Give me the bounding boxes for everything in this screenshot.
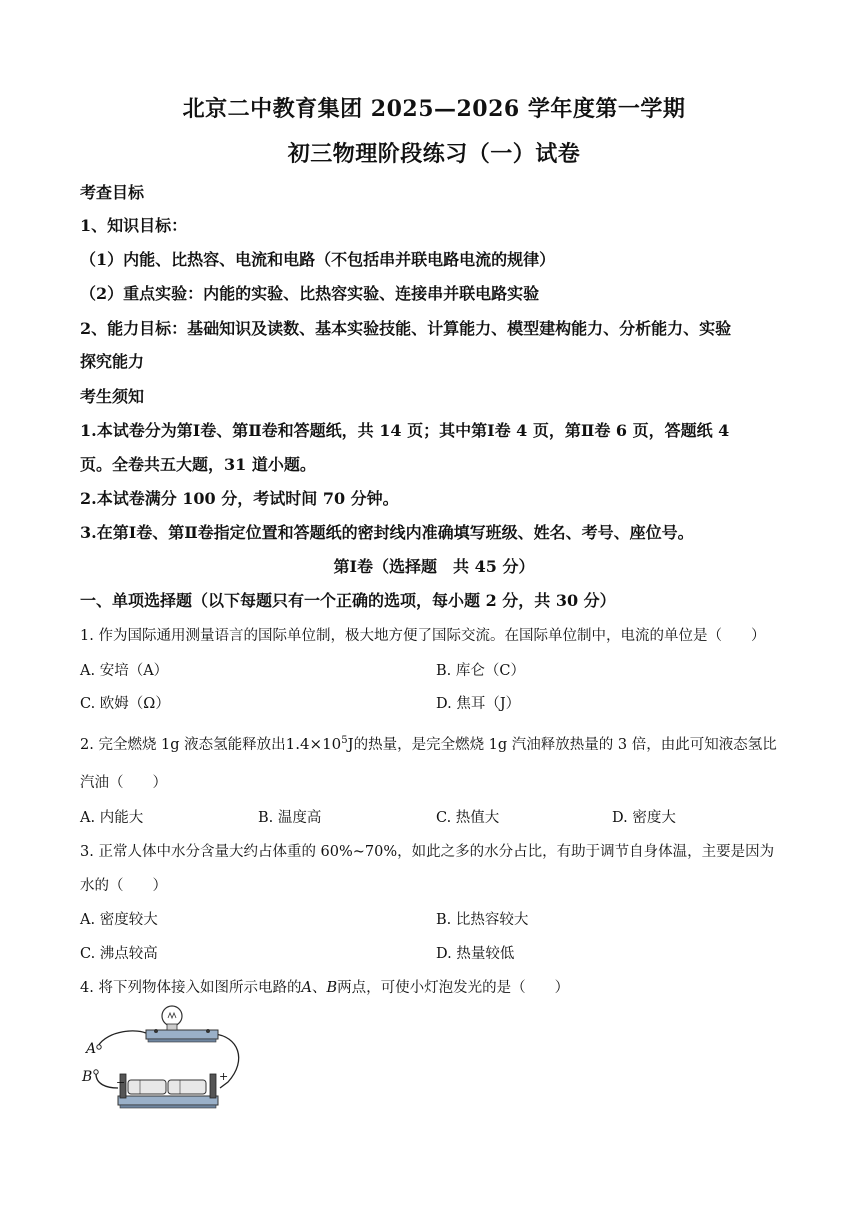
question-1-option-d[interactable]: D. 焦耳（J） xyxy=(436,696,521,712)
ability-line-2: 探究能力 xyxy=(80,352,145,371)
separator: 、 xyxy=(311,980,327,996)
question-1-option-a[interactable]: A. 安培（A） xyxy=(80,663,169,679)
question-2-option-d[interactable]: D. 密度大 xyxy=(612,810,676,826)
circuit-wire-left xyxy=(96,1074,118,1088)
battery-holder-base xyxy=(118,1096,218,1105)
exam-title: 北京二中教育集团 2025—2026 学年度第一学期 xyxy=(182,96,686,122)
question-2-option-c[interactable]: C. 热值大 xyxy=(436,810,500,826)
question-4-stem-post: 两点，可使小灯泡发光的是（ ） xyxy=(337,980,570,996)
question-2-option-b[interactable]: B. 温度高 xyxy=(258,810,322,826)
battery-minus-label: − xyxy=(116,1076,126,1089)
notice-item-1-line-1: 1.本试卷分为第Ⅰ卷、第Ⅱ卷和答题纸，共 14 页；其中第Ⅰ卷 4 页，第Ⅱ卷 6 页，答题纸 4 xyxy=(80,421,730,440)
question-4-stem xyxy=(80,976,569,997)
part-title: 一、单项选择题（以下每题只有一个正确的选项，每小题 2 分，共 30 分） xyxy=(80,591,616,610)
notice-item-1-line-2: 页。全卷共五大题，31 道小题。 xyxy=(80,455,316,474)
point-a-label: A xyxy=(301,980,312,996)
battery-cell-1 xyxy=(128,1080,166,1094)
question-2-stem xyxy=(80,733,777,754)
question-3-option-b[interactable]: B. 比热容较大 xyxy=(436,912,529,928)
question-2-stem-pre: 2. 完全燃烧 1g 液态氢能释放出 xyxy=(80,737,286,753)
knowledge-item-1: （1）内能、比热容、电流和电路（不包括串并联电路电流的规律） xyxy=(80,250,556,269)
volume-title: 第Ⅰ卷（选择题 共 45 分） xyxy=(333,557,535,576)
terminal-b-label: B xyxy=(82,1069,93,1085)
battery-cell-2 xyxy=(168,1080,206,1094)
heat-value-mantissa: 1.4×10 xyxy=(285,735,342,753)
exam-subtitle: 初三物理阶段练习（一）试卷 xyxy=(287,141,581,167)
battery-plus-label: + xyxy=(219,1070,229,1083)
notice-item-3: 3.在第Ⅰ卷、第Ⅱ卷指定位置和答题纸的密封线内准确填写班级、姓名、考号、座位号。 xyxy=(80,523,694,542)
terminal-a-label: A xyxy=(86,1041,97,1057)
knowledge-item-2: （2）重点实验：内能的实验、比热容实验、连接串并联电路实验 xyxy=(80,284,540,303)
notice-heading: 考生须知 xyxy=(80,387,145,406)
question-3-option-a[interactable]: A. 密度较大 xyxy=(80,912,158,928)
question-3-stem-line-2: 水的（ ） xyxy=(80,878,167,894)
question-1-stem: 1. 作为国际通用测量语言的国际单位制，极大地方便了国际交流。在国际单位制中，电流的单位是（ ） xyxy=(80,628,766,644)
question-1-option-c[interactable]: C. 欧姆（Ω） xyxy=(80,696,170,712)
point-b-label: B xyxy=(326,980,338,996)
ability-line-1: 2、能力目标：基础知识及读数、基本实验技能、计算能力、模型建构能力、分析能力、实验 xyxy=(80,319,732,338)
circuit-figure xyxy=(78,1000,248,1120)
question-3-option-c[interactable]: C. 沸点较高 xyxy=(80,946,158,962)
heat-value-exponent: 5 xyxy=(341,735,348,746)
notice-item-2: 2.本试卷满分 100 分，考试时间 70 分钟。 xyxy=(80,489,399,508)
knowledge-heading: 1、知识目标： xyxy=(80,216,188,235)
question-2-option-a[interactable]: A. 内能大 xyxy=(80,810,144,826)
bulb-icon xyxy=(162,1006,182,1026)
question-4-stem-pre: 4. 将下列物体接入如图所示电路的 xyxy=(80,980,302,996)
heat-value-unit: J xyxy=(347,735,354,753)
question-3-option-d[interactable]: D. 热量较低 xyxy=(436,946,515,962)
question-3-stem-line-1: 3. 正常人体中水分含量大约占体重的 60%~70%，如此之多的水分占比，有助于调节自身体温，主要是因为 xyxy=(80,844,775,860)
heat-value xyxy=(286,735,354,753)
question-2-stem-post: 的热量，是完全燃烧 1g 汽油释放热量的 3 倍，由此可知液态氢比 xyxy=(353,737,777,753)
objectives-heading: 考查目标 xyxy=(80,183,145,202)
question-2-stem-line-2: 汽油（ ） xyxy=(80,775,167,791)
question-1-option-b[interactable]: B. 库仑（C） xyxy=(436,663,525,679)
